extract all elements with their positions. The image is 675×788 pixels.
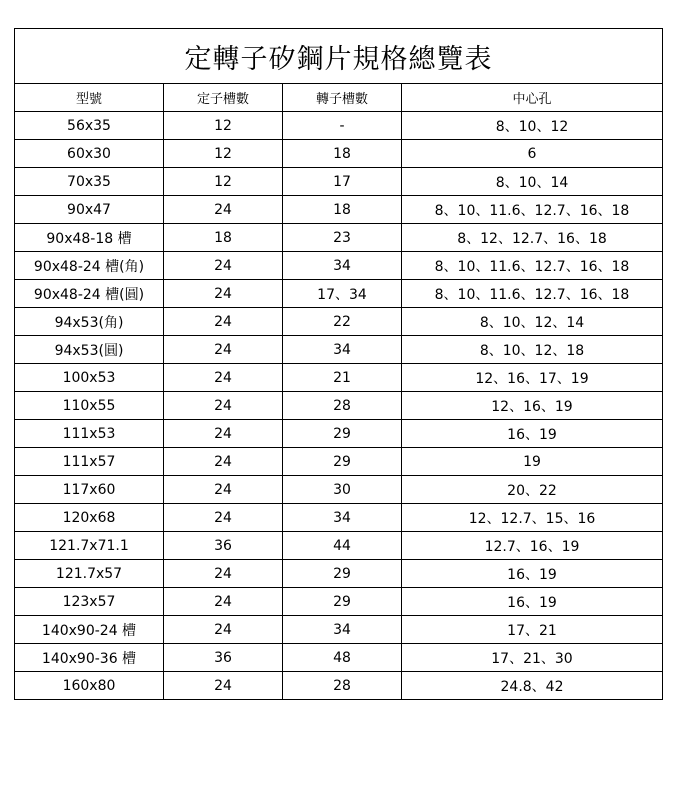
stator-slots-cell: 24 — [164, 252, 283, 280]
rotor-slots-cell: 23 — [283, 224, 402, 252]
model-cell: 111x53 — [15, 420, 164, 448]
stator-slots-cell: 24 — [164, 308, 283, 336]
table-row — [15, 168, 663, 196]
model-cell: 90x48-24 槽(圓) — [15, 280, 164, 308]
table-body — [15, 112, 663, 700]
stator-slots-cell: 24 — [164, 392, 283, 420]
rotor-slots-cell: 44 — [283, 532, 402, 560]
stator-slots-cell: 24 — [164, 336, 283, 364]
rotor-slots-cell: 29 — [283, 560, 402, 588]
stator-slots-cell: 24 — [164, 504, 283, 532]
center-hole-cell: 12.7、16、19 — [402, 532, 663, 560]
rotor-slots-cell: 29 — [283, 588, 402, 616]
title-row — [15, 29, 663, 84]
center-hole-cell: 17、21 — [402, 616, 663, 644]
table-row — [15, 196, 663, 224]
rotor-slots-cell: 34 — [283, 252, 402, 280]
center-hole-cell: 20、22 — [402, 476, 663, 504]
stator-slots-cell: 24 — [164, 616, 283, 644]
table-row — [15, 420, 663, 448]
center-hole-cell: 12、16、19 — [402, 392, 663, 420]
rotor-slots-cell: 34 — [283, 336, 402, 364]
center-hole-cell: 8、12、12.7、16、18 — [402, 224, 663, 252]
center-hole-cell: 24.8、42 — [402, 672, 663, 700]
header-stator-slots: 定子槽數 — [164, 84, 283, 112]
stator-slots-cell: 24 — [164, 196, 283, 224]
header-row — [15, 84, 663, 112]
stator-slots-cell: 24 — [164, 448, 283, 476]
model-cell: 110x55 — [15, 392, 164, 420]
table-row — [15, 560, 663, 588]
table-title: 定轉子矽鋼片規格總覽表 — [15, 29, 663, 84]
stator-slots-cell: 24 — [164, 280, 283, 308]
center-hole-cell: 19 — [402, 448, 663, 476]
stator-slots-cell: 24 — [164, 672, 283, 700]
model-cell: 60x30 — [15, 140, 164, 168]
stator-slots-cell: 24 — [164, 420, 283, 448]
table-row — [15, 280, 663, 308]
rotor-slots-cell: 18 — [283, 140, 402, 168]
header-model: 型號 — [15, 84, 164, 112]
model-cell: 140x90-36 槽 — [15, 644, 164, 672]
model-cell: 56x35 — [15, 112, 164, 140]
rotor-slots-cell: 28 — [283, 672, 402, 700]
table-row — [15, 672, 663, 700]
table-row — [15, 140, 663, 168]
center-hole-cell: 6 — [402, 140, 663, 168]
table-row — [15, 392, 663, 420]
model-cell: 94x53(角) — [15, 308, 164, 336]
table-row — [15, 364, 663, 392]
center-hole-cell: 16、19 — [402, 588, 663, 616]
rotor-slots-cell: - — [283, 112, 402, 140]
model-cell: 111x57 — [15, 448, 164, 476]
model-cell: 90x48-18 槽 — [15, 224, 164, 252]
rotor-slots-cell: 29 — [283, 448, 402, 476]
rotor-slots-cell: 30 — [283, 476, 402, 504]
model-cell: 121.7x57 — [15, 560, 164, 588]
rotor-slots-cell: 48 — [283, 644, 402, 672]
model-cell: 90x47 — [15, 196, 164, 224]
stator-slots-cell: 24 — [164, 476, 283, 504]
center-hole-cell: 8、10、11.6、12.7、16、18 — [402, 252, 663, 280]
model-cell: 94x53(圓) — [15, 336, 164, 364]
model-cell: 100x53 — [15, 364, 164, 392]
stator-slots-cell: 36 — [164, 644, 283, 672]
table-row — [15, 336, 663, 364]
rotor-slots-cell: 21 — [283, 364, 402, 392]
rotor-slots-cell: 34 — [283, 616, 402, 644]
center-hole-cell: 12、12.7、15、16 — [402, 504, 663, 532]
center-hole-cell: 12、16、17、19 — [402, 364, 663, 392]
stator-slots-cell: 36 — [164, 532, 283, 560]
stator-slots-cell: 18 — [164, 224, 283, 252]
model-cell: 140x90-24 槽 — [15, 616, 164, 644]
center-hole-cell: 16、19 — [402, 420, 663, 448]
model-cell: 70x35 — [15, 168, 164, 196]
rotor-slots-cell: 34 — [283, 504, 402, 532]
center-hole-cell: 8、10、11.6、12.7、16、18 — [402, 280, 663, 308]
model-cell: 120x68 — [15, 504, 164, 532]
center-hole-cell: 8、10、12、18 — [402, 336, 663, 364]
stator-slots-cell: 12 — [164, 168, 283, 196]
table-row — [15, 252, 663, 280]
header-rotor-slots: 轉子槽數 — [283, 84, 402, 112]
stator-slots-cell: 12 — [164, 112, 283, 140]
table-row — [15, 224, 663, 252]
rotor-slots-cell: 22 — [283, 308, 402, 336]
rotor-slots-cell: 17、34 — [283, 280, 402, 308]
rotor-slots-cell: 17 — [283, 168, 402, 196]
stator-slots-cell: 24 — [164, 588, 283, 616]
center-hole-cell: 8、10、12、14 — [402, 308, 663, 336]
center-hole-cell: 8、10、12 — [402, 112, 663, 140]
table-row — [15, 112, 663, 140]
table-row — [15, 308, 663, 336]
table-row — [15, 476, 663, 504]
center-hole-cell: 8、10、11.6、12.7、16、18 — [402, 196, 663, 224]
header-center-hole: 中心孔 — [402, 84, 663, 112]
stator-slots-cell: 24 — [164, 560, 283, 588]
rotor-slots-cell: 29 — [283, 420, 402, 448]
center-hole-cell: 8、10、14 — [402, 168, 663, 196]
rotor-slots-cell: 18 — [283, 196, 402, 224]
center-hole-cell: 17、21、30 — [402, 644, 663, 672]
model-cell: 160x80 — [15, 672, 164, 700]
spec-sheet — [14, 28, 662, 700]
center-hole-cell: 16、19 — [402, 560, 663, 588]
model-cell: 121.7x71.1 — [15, 532, 164, 560]
table-row — [15, 588, 663, 616]
stator-slots-cell: 12 — [164, 140, 283, 168]
table-row — [15, 504, 663, 532]
stator-slots-cell: 24 — [164, 364, 283, 392]
model-cell: 123x57 — [15, 588, 164, 616]
spec-table — [14, 28, 663, 700]
model-cell: 117x60 — [15, 476, 164, 504]
rotor-slots-cell: 28 — [283, 392, 402, 420]
table-row — [15, 616, 663, 644]
table-row — [15, 644, 663, 672]
model-cell: 90x48-24 槽(角) — [15, 252, 164, 280]
table-row — [15, 532, 663, 560]
table-row — [15, 448, 663, 476]
